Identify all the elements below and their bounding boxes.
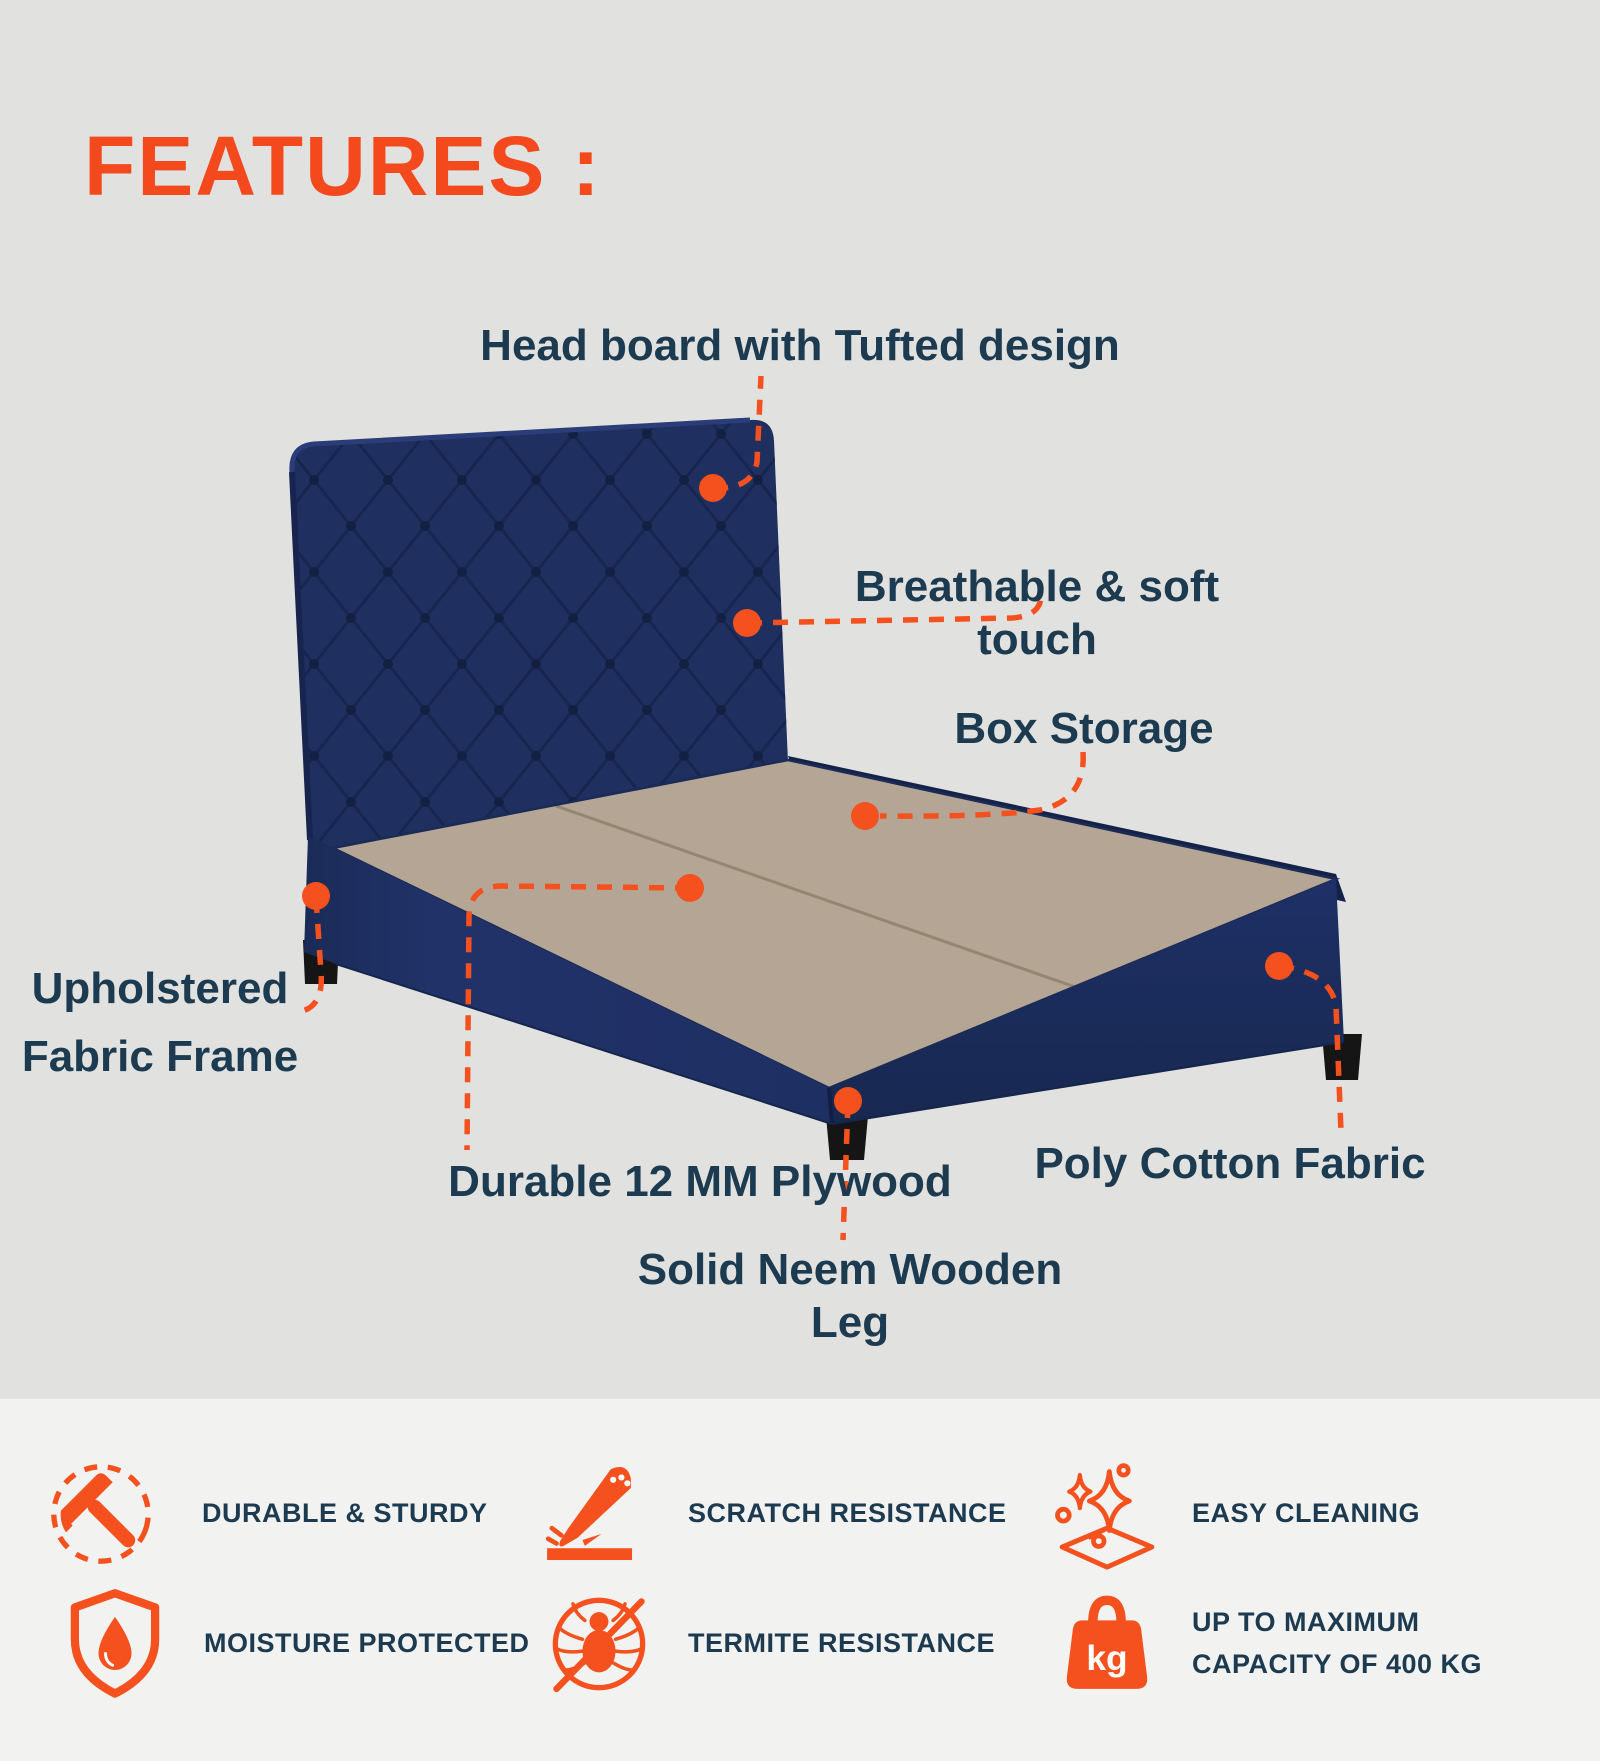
feature-label: MOISTURE PROTECTED <box>204 1628 530 1659</box>
feature-termite-resistance <box>540 1579 995 1709</box>
feature-label: SCRATCH RESISTANCE <box>688 1498 1007 1529</box>
feature-badges-section <box>0 1398 1600 1761</box>
sparkle-clean-icon <box>1048 1455 1166 1573</box>
callout-box-storage-label: Box Storage <box>954 704 1214 753</box>
callout-headboard-label: Head board with Tufted design <box>480 321 1120 370</box>
callout-breathable-label: Breathable & soft touch <box>854 562 1220 664</box>
feature-max-capacity <box>1048 1579 1482 1709</box>
page-title: FEATURES : <box>84 119 602 213</box>
feature-label: EASY CLEANING <box>1192 1498 1421 1529</box>
shield-droplet-icon <box>56 1585 174 1703</box>
callout-poly-cotton-label: Poly Cotton Fabric <box>1034 1139 1426 1188</box>
callout-wooden-leg-label: Solid Neem Wooden Leg <box>637 1245 1063 1347</box>
svg-text:kg: kg <box>1086 1638 1128 1678</box>
knife-scratch-icon <box>540 1455 658 1573</box>
hammer-icon <box>42 1455 160 1573</box>
feature-durable-sturdy <box>42 1449 488 1579</box>
feature-label: TERMITE RESISTANCE <box>688 1628 996 1659</box>
feature-easy-cleaning <box>1048 1449 1420 1579</box>
no-termite-icon <box>540 1585 658 1703</box>
feature-label: DURABLE & STURDY <box>202 1498 488 1529</box>
feature-scratch-resistance <box>540 1449 1007 1579</box>
callout-upholstered-label: Upholstered Fabric Frame <box>21 964 299 1082</box>
feature-label: UP TO MAXIMUM CAPACITY OF 400 KG <box>1192 1607 1483 1679</box>
feature-moisture-protected <box>56 1579 530 1709</box>
callout-plywood-label: Durable 12 MM Plywood <box>448 1157 952 1206</box>
kg-bag-icon <box>1048 1585 1166 1703</box>
